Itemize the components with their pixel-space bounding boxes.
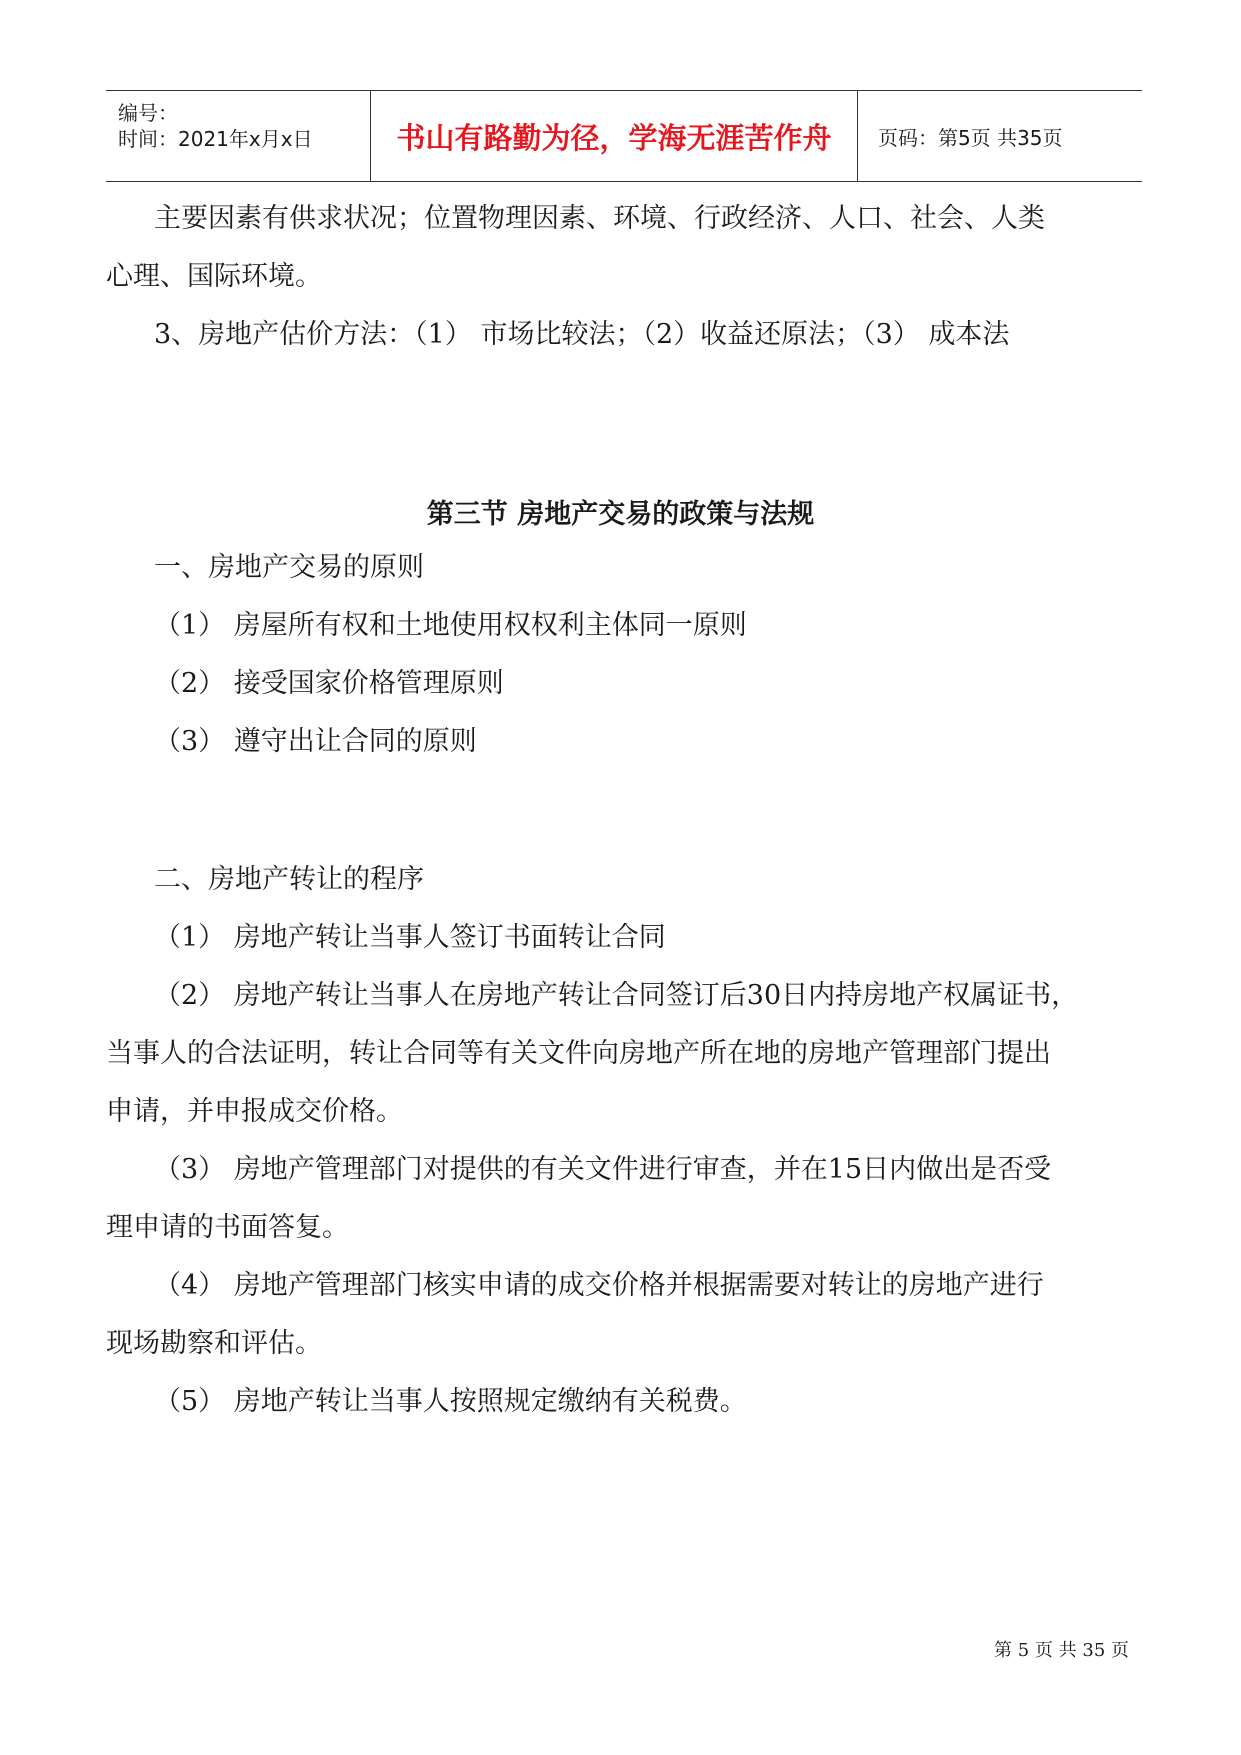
list-item: （2） 房地产转让当事人在房地产转让合同签订后30日内持房地产权属证书， <box>154 980 1079 1011</box>
paragraph-line: 主要因素有供求状况；位置物理因素、环境、行政经济、人口、社会、人类 <box>154 203 1045 234</box>
page-header <box>106 90 1142 182</box>
document-time-label: 时间：2021年x月x日 <box>118 127 313 151</box>
paragraph-line: 心理、国际环境。 <box>106 261 322 292</box>
list-item: （1） 房地产转让当事人签订书面转让合同 <box>154 922 666 953</box>
paragraph-line: 当事人的合法证明，转让合同等有关文件向房地产所在地的房地产管理部门提出 <box>106 1038 1051 1069</box>
paragraph-line: 现场勘察和评估。 <box>106 1328 322 1359</box>
section-title: 第三节 房地产交易的政策与法规 <box>426 499 815 530</box>
paragraph-line: 申请，并申报成交价格。 <box>106 1096 403 1127</box>
list-item: （3） 遵守出让合同的原则 <box>154 726 477 757</box>
document-number-label: 编号： <box>118 101 178 125</box>
header-info <box>106 91 370 181</box>
paragraph-line: 理申请的书面答复。 <box>106 1212 349 1243</box>
list-item: （2） 接受国家价格管理原则 <box>154 668 504 699</box>
list-item: （4） 房地产管理部门核实申请的成交价格并根据需要对转让的房地产进行 <box>154 1270 1044 1301</box>
list-item: （1） 房屋所有权和土地使用权权利主体同一原则 <box>154 610 747 641</box>
subheading: 一、房地产交易的原则 <box>154 552 424 583</box>
list-item: （3） 房地产管理部门对提供的有关文件进行审查，并在15日内做出是否受 <box>154 1154 1052 1185</box>
page-footer: 第 5 页 共 35 页 <box>994 1640 1129 1661</box>
header-motto: 书山有路勤为径，学海无涯苦作舟 <box>370 91 858 181</box>
header-page-number: 页码：第5页 共35页 <box>878 125 1063 150</box>
list-item: （5） 房地产转让当事人按照规定缴纳有关税费。 <box>154 1386 747 1417</box>
subheading: 二、房地产转让的程序 <box>154 864 424 895</box>
paragraph-line: 3、房地产估价方法：（1） 市场比较法；（2）收益还原法；（3） 成本法 <box>154 319 1010 350</box>
